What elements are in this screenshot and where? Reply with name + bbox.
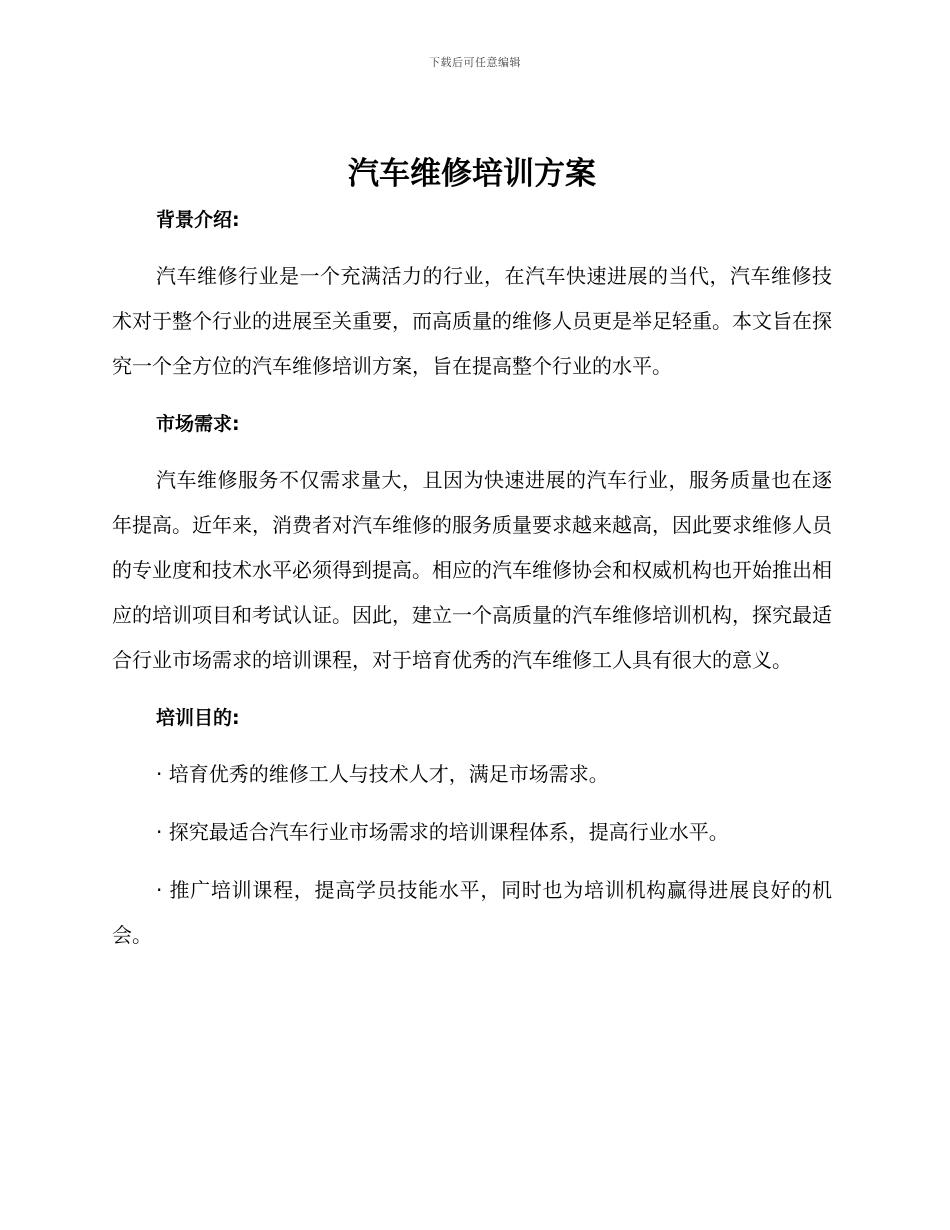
document-title: 汽车维修培训方案 <box>348 156 596 192</box>
bullet-item: · 培育优秀的维修工人与技术人才，满足市场需求。 <box>156 762 609 786</box>
document-body <box>112 150 832 958</box>
section-background <box>112 198 832 389</box>
section-heading: 市场需求: <box>156 413 240 435</box>
section-training-goals <box>112 696 832 958</box>
paragraph: 汽车维修服务不仅需求量大，且因为快速进展的汽车行业，服务质量也在逐年提高。近年来，消费者对汽车维修的服务质量要求越来越高，因此要求维修人员的专业度和技术水平必须得到提高。相应的汽车维修协会和权威机构也开始推出相应的培训项目和考试认证。因此，建立一个高质量的汽车维修培训机构，探究最适合行业市场需求的培训课程，对于培育优秀的汽车维修工人具有很大的意义。 <box>112 468 832 672</box>
paragraph: 汽车维修行业是一个充满活力的行业，在汽车快速进展的当代，汽车维修技术对于整个行业的进展至关重要，而高质量的维修人员更是举足轻重。本文旨在探究一个全方位的汽车维修培训方案，旨在提高整个行业的水平。 <box>112 264 832 378</box>
bullet-item: · 推广培训课程，提高学员技能水平，同时也为培训机构赢得进展良好的机会。 <box>112 878 832 947</box>
section-market-demand <box>112 402 832 683</box>
section-heading: 背景介绍: <box>156 209 240 231</box>
bullet-item: · 探究最适合汽车行业市场需求的培训课程体系，提高行业水平。 <box>156 820 729 844</box>
section-heading: 培训目的: <box>156 707 240 729</box>
page-header-note: 下载后可任意编辑 <box>429 56 521 69</box>
